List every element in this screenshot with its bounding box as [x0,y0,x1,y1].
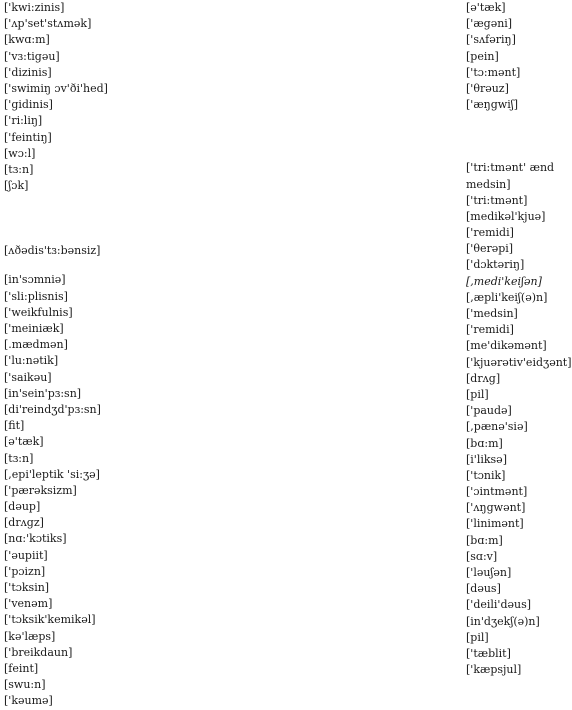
phonetic-entry: [di'reindʒd'pɜ:sn] [4,402,101,416]
phonetic-entry: ['tɔksik'kemikəl] [4,613,96,627]
phonetic-entry: ['breikdaun] [4,645,73,659]
phonetic-entry: ['tɔksin] [4,581,50,594]
phonetic-entry: [nɑ:'kɔtiks] [4,532,67,546]
phonetic-entry: [feint] [4,661,39,675]
phonetic-entry: [tɜ:n] [4,451,34,465]
phonetic-entry: [me'dikəmənt] [466,339,547,353]
phonetic-entry: ['pɔizn] [4,564,46,578]
phonetic-entry: ['feintiŋ] [4,130,52,144]
phonetic-entry: ['swimiŋ ɔv'ði'hed] [4,81,108,95]
phonetic-entry: ['kəumə] [4,694,53,708]
phonetic-entry: [dəup] [4,500,41,514]
phonetic-entry: [i'liksə] [466,452,507,466]
left-column [4,0,254,710]
phonetic-entry: ['ri:liŋ] [4,114,43,128]
phonetic-entry: ['lu:nətik] [4,354,59,368]
phonetic-entry: ['gidinis] [4,98,53,112]
left-group-3 [4,272,254,709]
phonetic-entry: [in'sein'pɜ:sn] [4,386,82,400]
phonetic-entry: ['venəm] [4,597,53,611]
phonetic-entry: ['æŋgwiʃ] [466,98,518,112]
phonetic-entry: [wɔ:l] [4,146,36,160]
phonetic-entry: [ʃɔk] [4,179,29,193]
phonetic-entry: ['tæblit] [466,646,511,660]
phonetic-entry: [dəus] [466,582,501,596]
phonetic-entry: [in'dʒekʃ(ə)n] [466,614,540,628]
phonetic-entry: [.mædmən] [4,338,68,352]
section-spacer [466,113,558,160]
phonetic-entry: [kə'læps] [4,629,56,643]
phonetic-entry: ['ʌŋgwənt] [466,501,526,515]
phonetic-entry: ['remidi] [466,323,514,337]
right-group-2 [466,160,572,678]
phonetic-entry: [,medi'keiʃən] [466,274,542,288]
phonetic-entry: ['ɔintmənt] [466,485,528,499]
left-group-1 [4,0,254,194]
phonetic-entry: [ʌðədis'tɜ:bənsiz] [4,244,101,258]
phonetic-entry: ['əupiit] [4,548,48,562]
phonetic-entry: ['meiniæk] [4,322,64,335]
phonetic-entry: ['paudə] [466,404,512,418]
phonetic-entry: [pil] [466,387,489,401]
phonetic-entry: ['ægəni] [466,17,513,31]
right-column [466,0,572,678]
phonetic-entry: ['dɔktəriŋ] [466,258,525,272]
phonetic-entry: ['remidi] [466,226,514,240]
phonetic-entry: [bɑ:m] [466,436,503,450]
phonetic-entry: [pein] [466,49,499,63]
phonetic-entry: [ə'tæk] [4,435,44,449]
right-group-1 [466,0,558,113]
phonetic-entry: [drʌgz] [4,516,44,530]
phonetic-entry: ['weikfulnis] [4,305,73,319]
phonetic-entry: ['kjuərətiv'eidʒənt] [466,355,572,369]
phonetic-entry: ['medsin] [466,307,518,321]
section-spacer [4,259,254,272]
phonetic-entry: [sɑ:v] [466,549,498,563]
phonetic-entry: [,pænə'siə] [466,420,528,434]
phonetic-entry: ['θrəuz] [466,81,509,95]
phonetic-entry: ['kæpsjul] [466,663,522,677]
phonetic-entry: ['linimənt] [466,517,524,531]
phonetic-entry: ['kwi:zinis] [4,1,65,14]
phonetic-entry: ['sʌfəriŋ] [466,33,516,47]
phonetic-entry: [tɜ:n] [4,162,34,176]
phonetic-entry: ['tɔnik] [466,468,506,482]
phonetic-entry: [drʌg] [466,371,501,385]
phonetic-entry: [bɑ:m] [466,533,503,547]
phonetic-entry: [,æpli'keiʃ(ə)n] [466,290,548,304]
phonetic-entry: [swu:n] [4,678,46,692]
phonetic-entry: ['tri:tmənt' ænd medsin] [466,161,555,191]
phonetic-entry: ['ləuʃən] [466,566,512,580]
phonetic-entry: ['tri:tmənt] [466,193,528,207]
phonetic-entry: ['ʌp'set'stʌmək] [4,17,92,31]
phonetic-entry: ['vɜ:tigəu] [4,49,60,63]
phonetic-entry: [fit] [4,419,25,433]
phonetic-entry: [medikəl'kjuə] [466,209,546,223]
phonetic-entry: ['dizinis] [4,65,52,79]
phonetic-entry: [ə'tæk] [466,1,506,14]
phonetic-entry: [kwɑ:m] [4,33,50,47]
section-spacer [4,194,254,243]
phonetic-entry: ['saikəu] [4,370,52,384]
phonetic-entry: ['sli:plisnis] [4,289,68,303]
left-group-2 [4,243,254,259]
phonetic-entry: [in'sɔmniə] [4,273,66,287]
phonetic-entry: [,epi'leptik 'si:ʒə] [4,467,100,481]
phonetic-entry: ['deili'dəus] [466,598,532,612]
phonetic-entry: ['tɔ:mənt] [466,65,521,79]
phonetic-entry: ['θerəpi] [466,242,514,256]
phonetic-entry: [pil] [466,630,489,644]
phonetic-entry: ['pærəksizm] [4,483,77,497]
